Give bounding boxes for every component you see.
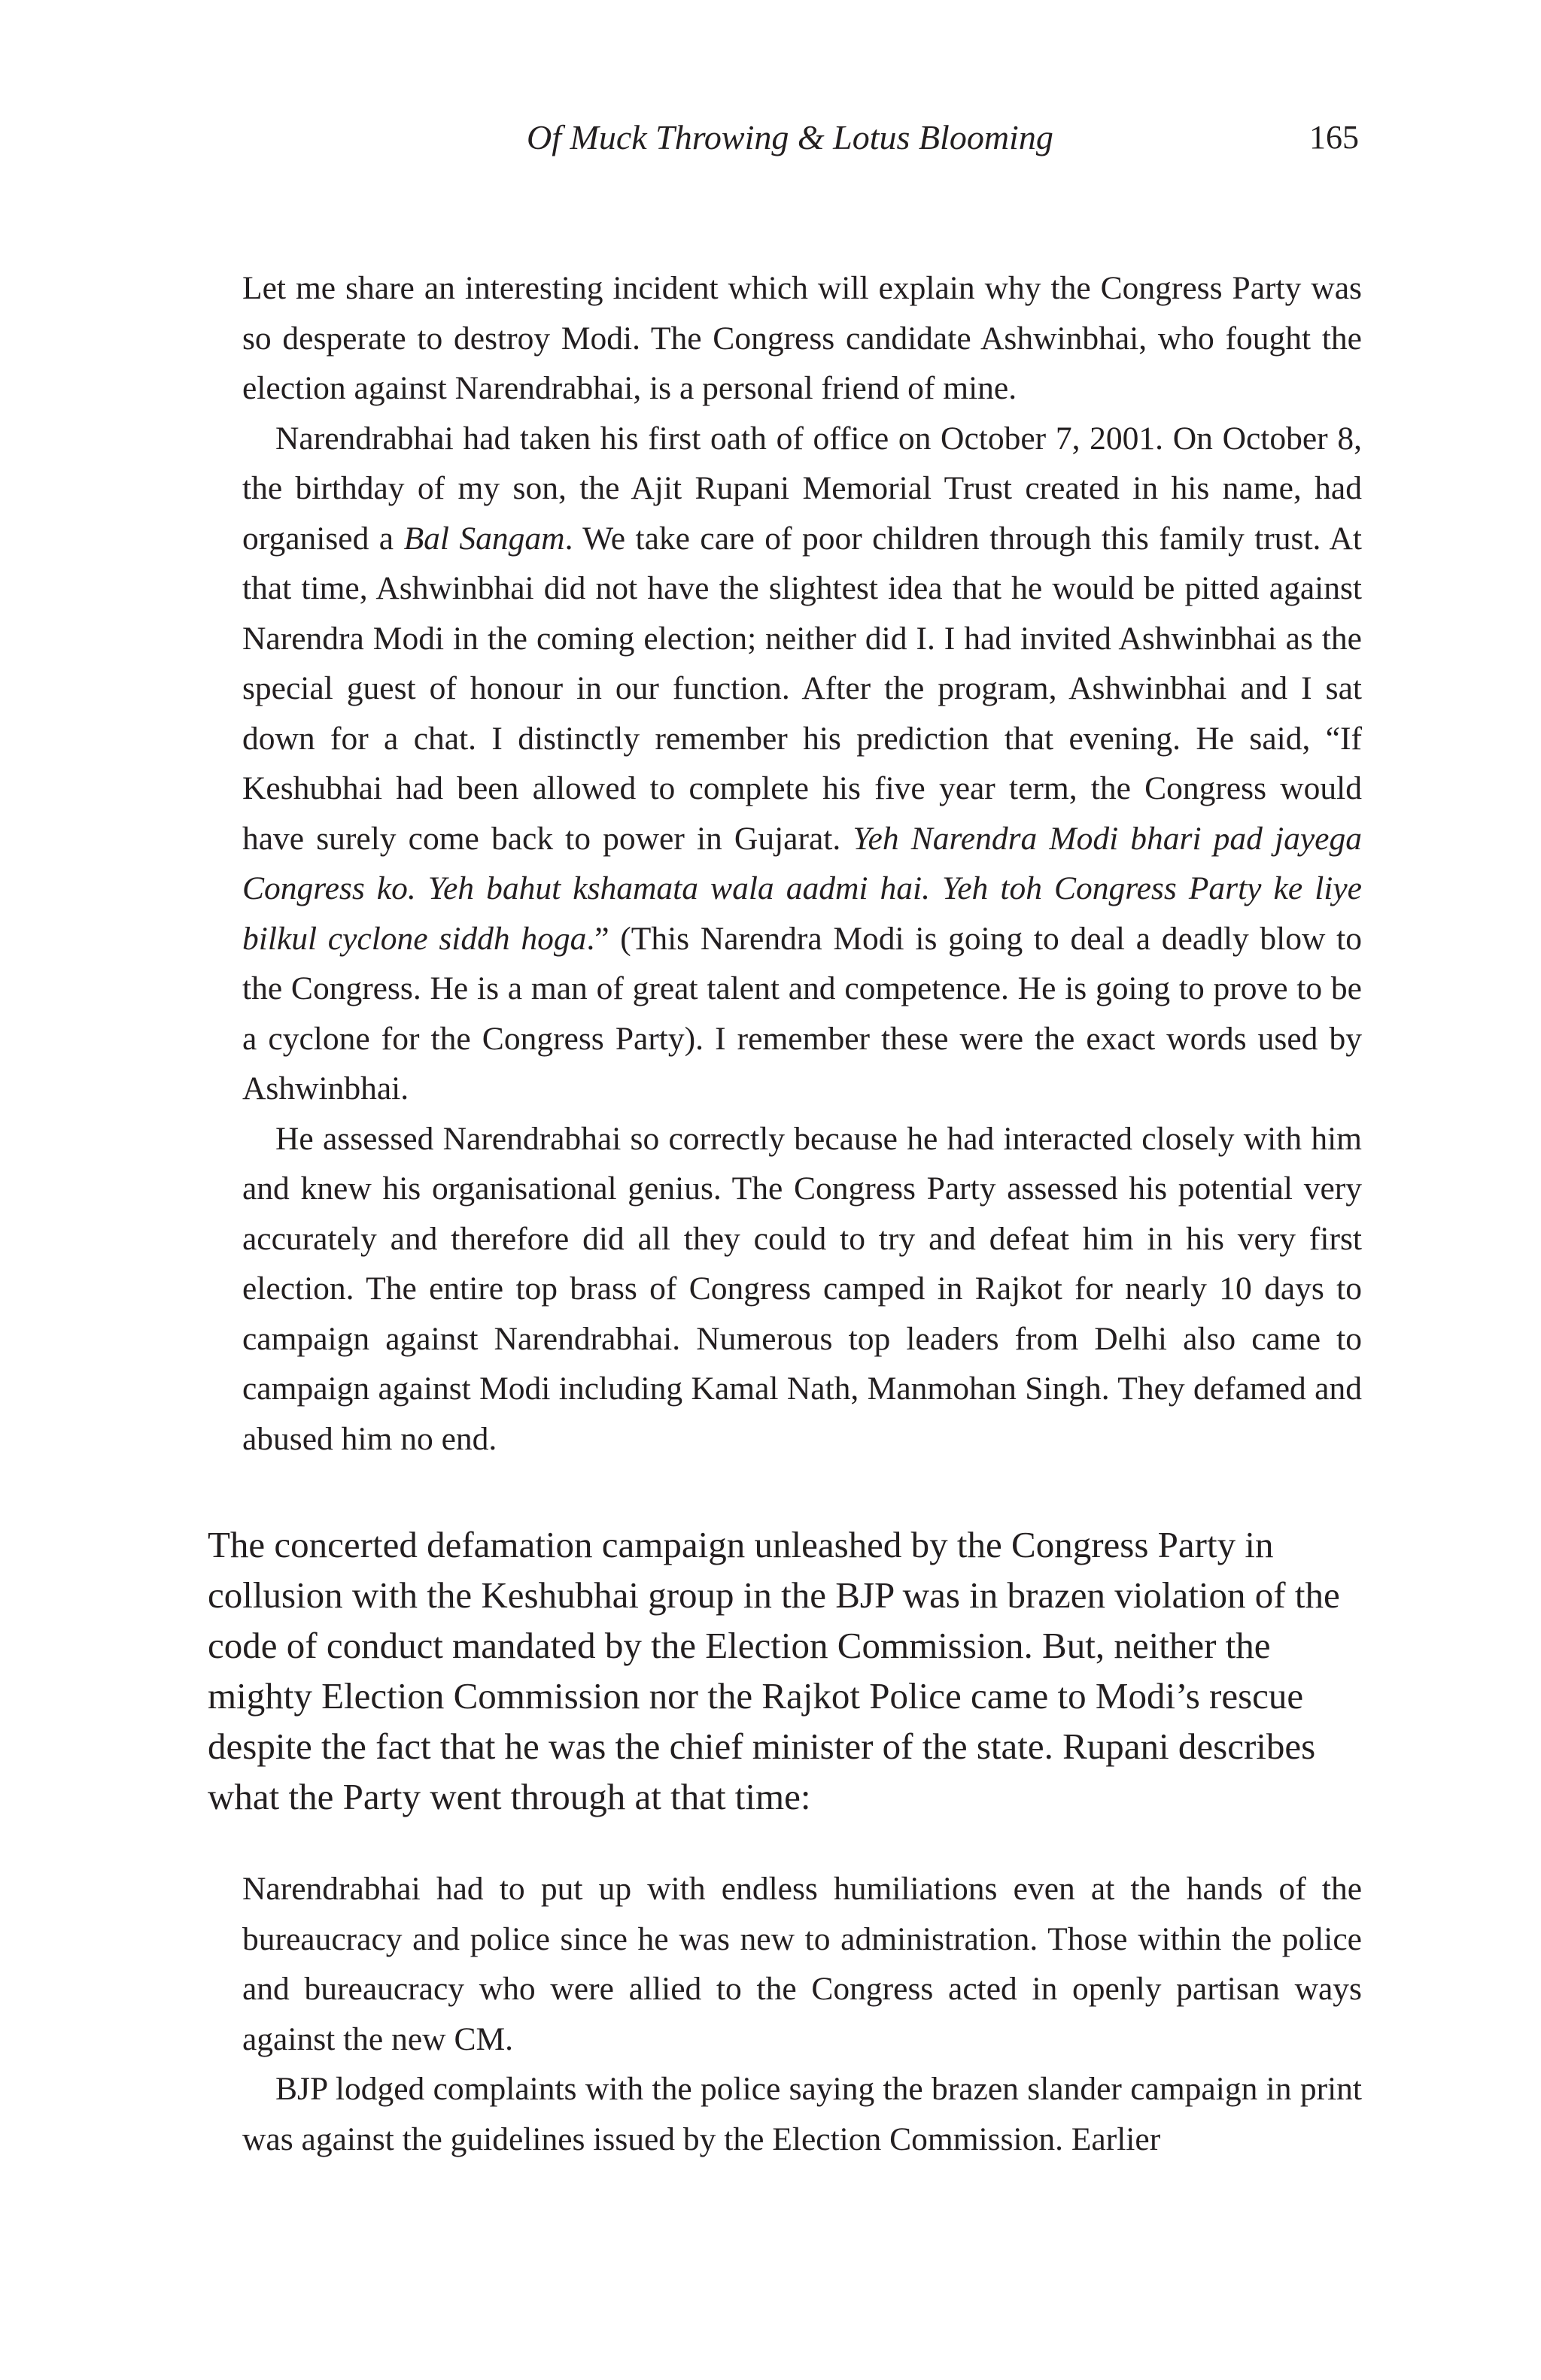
body-paragraph-block [208, 1519, 1371, 1822]
quote-paragraph: He assessed Narendrabhai so correctly because he had interacted closely with him and knew his organisational genius. The Congress Party assessed his potential very accurately and therefore did all they could to try and defeat him in his very first election. The entire top brass of Congress camped in Rajkot for nearly 10 days to campaign against Narendrabhai. Numerous top leaders from Delhi also came to campaign against Modi including Kamal Nath, Manmohan Singh. They defamed and abused him no end. [242, 1120, 1362, 1457]
block-quote-rupani-1 [242, 263, 1362, 1464]
page-number: 165 [1309, 119, 1359, 156]
quote-paragraph: BJP lodged complaints with the police saying the brazen slander campaign in print was against the guidelines issued by the Election Commission. Earlier [242, 2071, 1362, 2157]
quote-paragraph: Let me share an interesting incident which will explain why the Congress Party was so desperate to destroy Modi. The Congress candidate Ashwinbhai, who fought the election against Narendrabhai, is a personal friend of mine. [242, 270, 1362, 406]
quote-text: Narendrabhai had taken his first oath of office on October 7, 2001. On October 8, the birthday of my son, the Ajit Rupani Memorial Trust created in his name, had organised a [242, 420, 1362, 557]
block-quote-rupani-2 [242, 1864, 1362, 2164]
quote-text: .” (This Narendra Modi is going to deal a deadly blow to the Congress. He is a man of great talent and competence. He is going to prove to be a cyclone for the Congress Party). I remember these were the exact words used by Ashwinbhai. [242, 920, 1362, 1107]
italic-hindi-quote: Yeh Narendra Modi bhari pad jayega Congress ko. Yeh bahut kshamata wala aadmi hai. Yeh toh Congress Party ke liye bilkul cyclone siddh hoga [242, 820, 1362, 957]
running-title: Of Muck Throwing & Lotus Blooming [527, 118, 1053, 156]
quote-text: . We take care of poor children through this family trust. At that time, Ashwinbhai did not have the slightest idea that he would be pitted against Narendra Modi in the coming election; neither did I. I had invited Ashwinbhai as the special guest of honour in our function. After the program, Ashwinbhai and I sat down for a chat. I distinctly remember his prediction that evening. He said, “If Keshubhai had been allowed to complete his five year term, the Congress would have surely come back to power in Gujarat. [242, 520, 1362, 857]
italic-term-bal-sangam: Bal Sangam [403, 520, 565, 557]
quote-paragraph [242, 414, 1362, 1114]
quote-paragraph: Narendrabhai had to put up with endless humiliations even at the hands of the bureaucracy and police since he was new to administration. Those within the police and bureaucracy who were allied to the Congress acted in openly partisan ways against the new CM. [242, 1871, 1362, 2057]
running-header [0, 111, 1541, 164]
body-paragraph: The concerted defamation campaign unleashed by the Congress Party in collusion with the Keshubhai group in the BJP was in brazen violation of the code of conduct mandated by the Election Commission. But, neither the mighty Election Commission nor the Rajkot Police came to Modi’s rescue despite the fact that he was the chief minister of the state. Rupani describes what the Party went through at that time: [208, 1524, 1340, 1817]
